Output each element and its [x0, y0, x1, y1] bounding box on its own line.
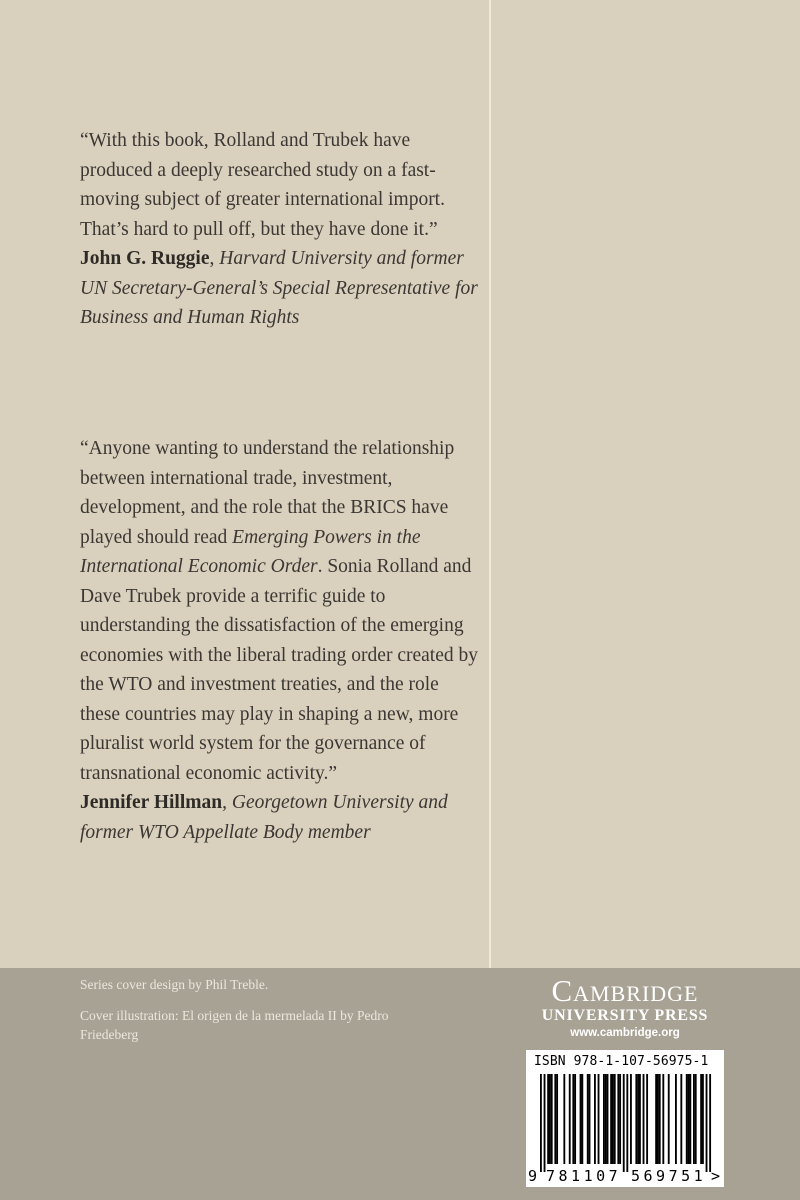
barcode-bar [695, 1074, 697, 1164]
barcode-digit-lead: 9 [528, 1167, 538, 1185]
quote-2-affiliation: Georgetown University and former WTO Appellate Body member [80, 792, 448, 843]
barcode-bar [547, 1074, 549, 1164]
barcode-bar [630, 1074, 632, 1164]
endorsement-quote-1 [80, 126, 480, 333]
barcode-bar [605, 1074, 607, 1164]
barcode-bar [623, 1074, 625, 1172]
barcode-bar [580, 1074, 582, 1164]
barcode-bar [709, 1074, 711, 1172]
barcode-bar [581, 1074, 583, 1164]
illustration-credit: Cover illustration: El origen de la mermelada II by Pedro Friedeberg [80, 1008, 389, 1042]
publisher-subtitle: UNIVERSITY PRESS [541, 1007, 709, 1024]
barcode-bar [617, 1074, 619, 1164]
barcode-bar [612, 1074, 614, 1164]
barcode-bar [556, 1074, 558, 1164]
barcode-bar [686, 1074, 688, 1164]
barcode-bar [662, 1074, 664, 1164]
barcode-bar [680, 1074, 682, 1164]
barcode-bar [610, 1074, 612, 1164]
barcode-bar [589, 1074, 591, 1164]
quote-1-affiliation: Harvard University and former UN Secretary-General’s Special Representative for Business and Human Rights [80, 248, 478, 328]
barcode-bar [544, 1074, 546, 1172]
barcode-bar [626, 1074, 628, 1172]
quote-2-text [80, 434, 480, 788]
barcode-bar [702, 1074, 704, 1164]
quote-1-attribution: John G. Ruggie, Harvard University and former UN Secretary-General’s Special Representative for Business and Human Rights [80, 248, 478, 328]
barcode-bar [659, 1074, 661, 1164]
barcode-bar [603, 1074, 605, 1164]
quote-2-text-start: “Anyone wanting to understand the relationship between international trade, investment, development, and the role that the BRICS have played should read [80, 438, 455, 548]
barcode-bar [643, 1074, 645, 1164]
quote-2-book-title: Emerging Powers in the International Economic Order [80, 526, 421, 577]
barcode-bar [657, 1074, 659, 1164]
barcode-bar [572, 1074, 574, 1164]
barcode-bar [635, 1074, 637, 1164]
panel-divider-line [489, 0, 491, 968]
barcode-bar [540, 1074, 542, 1172]
publisher-logo [525, 975, 725, 1041]
barcode-bar [569, 1074, 571, 1164]
barcode-bar [693, 1074, 695, 1164]
barcode-quiet-zone-marker: > [711, 1167, 721, 1185]
barcode-bar [675, 1074, 677, 1164]
barcode-bar [706, 1074, 708, 1172]
barcode-bar [619, 1074, 621, 1164]
barcode-bar [594, 1074, 596, 1164]
quote-1-author: John G. Ruggie [80, 248, 210, 269]
endorsement-quote-2 [80, 434, 480, 847]
publisher-name: Cambridge [551, 973, 699, 1008]
barcode-bar [639, 1074, 641, 1164]
quote-2-author: Jennifer Hillman [80, 792, 223, 813]
design-credit: Series cover design by Phil Treble. [80, 977, 269, 992]
barcode-bar [574, 1074, 576, 1164]
cover-credits [80, 975, 440, 1044]
barcode-bar [614, 1074, 616, 1164]
publisher-url: www.cambridge.org [570, 1027, 680, 1039]
barcode-bar [700, 1074, 702, 1164]
quote-2-attribution: Jennifer Hillman, Georgetown University and former WTO Appellate Body member [80, 792, 448, 843]
barcode-bar [689, 1074, 691, 1164]
barcode-bar [549, 1074, 551, 1164]
barcode-bar [646, 1074, 648, 1164]
barcode-bar [587, 1074, 589, 1164]
quote-1-text: “With this book, Rolland and Trubek have produced a deeply researched study on a fast-moving subject of greater international import. That’s hard to pull off, but they have done it.” [80, 130, 445, 240]
isbn-label: ISBN 978-1-107-56975-1 [534, 1054, 709, 1069]
barcode-bar [668, 1074, 670, 1164]
isbn-barcode [526, 1050, 724, 1187]
barcode-bar [563, 1074, 565, 1164]
barcode-bar [607, 1074, 609, 1164]
barcode-bar [551, 1074, 553, 1164]
quote-2-text-end: . Sonia Rolland and Dave Trubek provide a terrific guide to understanding the dissatisfaction of the emerging economies with the liberal trading order created by the WTO and investment treaties, and the role these countries may play in shaping a new, more pluralist world system for the governance of transnational economic activity.” [80, 556, 478, 784]
barcode-bar [598, 1074, 600, 1164]
barcode-bar [655, 1074, 657, 1164]
barcode-digits-right: 569751 [631, 1167, 707, 1185]
barcode-bar [637, 1074, 639, 1164]
barcode-digits-left: 781107 [546, 1167, 622, 1185]
barcode-bar [688, 1074, 690, 1164]
barcode-bar [554, 1074, 556, 1164]
